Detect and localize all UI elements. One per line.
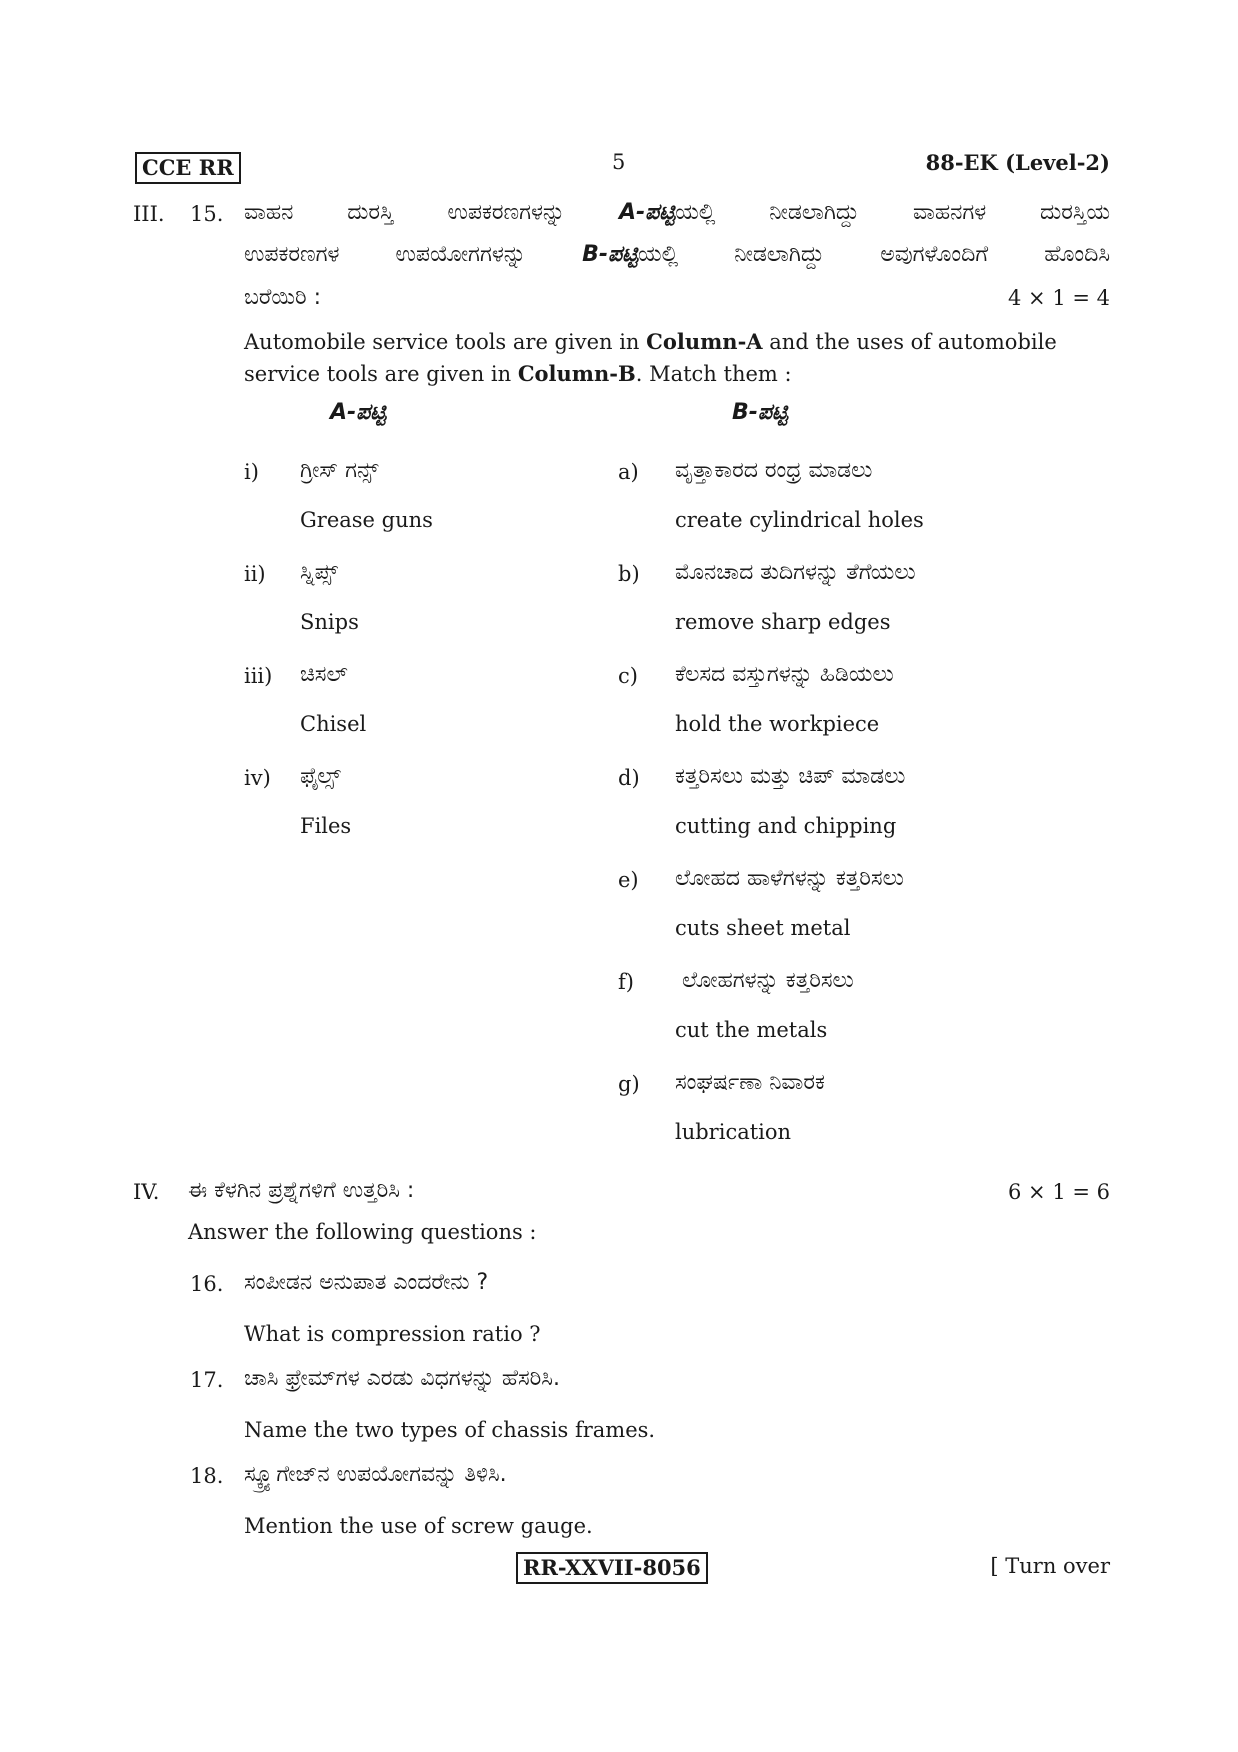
column-b-item-kn: ಕತ್ತರಿಸಲು ಮತ್ತು ಚಿಪ್ ಮಾಡಲು — [675, 764, 906, 789]
column-b-item-label: f) — [618, 970, 634, 994]
question-kn: ಚಾಸಿ ಫ್ರೇಮ್‌ಗಳ ಎರಡು ವಿಧಗಳನ್ನು ಹೆಸರಿಸಿ. — [244, 1366, 560, 1391]
column-a-heading: A-ಪಟ್ಟಿ — [330, 400, 387, 425]
question-15-kn-line3: ಬರೆಯಿರಿ : — [244, 285, 322, 310]
footer-code-box: RR-XXVII-8056 — [516, 1552, 708, 1584]
column-a-item-kn: ಫೈಲ್ಸ್ — [300, 764, 341, 789]
question-number: 18. — [190, 1464, 224, 1488]
question-15-number: 15. — [190, 202, 224, 226]
column-a-item-label: i) — [244, 460, 259, 484]
column-b-heading: B-ಪಟ್ಟಿ — [732, 400, 788, 425]
column-a-item-kn: ಗ್ರೀಸ್ ಗನ್ಸ್ — [300, 458, 379, 483]
question-en: Mention the use of screw gauge. — [244, 1514, 593, 1538]
column-a-item-en: Chisel — [300, 712, 367, 736]
header-code-box: CCE RR — [135, 152, 241, 184]
question-en: Name the two types of chassis frames. — [244, 1418, 656, 1442]
column-b-item-label: b) — [618, 562, 640, 586]
column-b-item-label: d) — [618, 766, 640, 790]
question-15-marks: 4 × 1 = 4 — [1008, 286, 1110, 310]
column-b-item-label: a) — [618, 460, 639, 484]
column-b-item-label: c) — [618, 664, 638, 688]
column-a-item-kn: ಸ್ನಿಪ್ಸ್ — [300, 560, 338, 585]
turn-over-label: [ Turn over — [990, 1554, 1110, 1578]
paper-code: 88-EK (Level-2) — [925, 150, 1110, 175]
question-kn: ಸ್ಕ್ರ್ಯೂಗೇಜ್‌ನ ಉಪಯೋಗವನ್ನು ತಿಳಿಸಿ. — [244, 1462, 507, 1487]
question-kn: ಸಂಪೀಡನ ಅನುಪಾತ ಎಂದರೇನು ? — [244, 1270, 489, 1295]
section-3-label: III. — [133, 202, 165, 226]
column-a-item-label: iii) — [244, 664, 273, 688]
question-15-kn-line1: ವಾಹನ ದುರಸ್ತಿ ಉಪಕರಣಗಳನ್ನು A-ಪಟ್ಟಿಯಲ್ಲಿ ನೀಡಲಾಗಿದ್ದು ವಾಹನಗಳ ದುರಸ್ತಿಯ — [244, 200, 1111, 225]
column-a-item-en: Snips — [300, 610, 359, 634]
column-b-item-kn: ಸಂಘರ್ಷಣಾ ನಿವಾರಕ — [675, 1070, 825, 1095]
question-number: 17. — [190, 1368, 224, 1392]
column-b-item-en: create cylindrical holes — [675, 508, 924, 532]
column-b-item-kn: ವೃತ್ತಾಕಾರದ ರಂಧ್ರ ಮಾಡಲು — [675, 458, 873, 483]
question-number: 16. — [190, 1272, 224, 1296]
section-4-kn-title: ಈ ಕೆಳಗಿನ ಪ್ರಶ್ನೆಗಳಿಗೆ ಉತ್ತರಿಸಿ : — [188, 1178, 415, 1203]
column-a-item-label: iv) — [244, 766, 271, 790]
section-4-label: IV. — [133, 1180, 160, 1204]
section-4-marks: 6 × 1 = 6 — [1008, 1180, 1110, 1204]
column-b-item-en: cuts sheet metal — [675, 916, 851, 940]
column-b-item-kn: ಕೆಲಸದ ವಸ್ತುಗಳನ್ನು ಹಿಡಿಯಲು — [675, 662, 894, 687]
column-b-item-kn: ಲೋಹಗಳನ್ನು ಕತ್ತರಿಸಲು — [682, 968, 854, 993]
column-a-item-kn: ಚಿಸಲ್ — [300, 662, 348, 687]
column-a-item-label: ii) — [244, 562, 266, 586]
column-b-item-en: cutting and chipping — [675, 814, 897, 838]
section-4-en-title: Answer the following questions : — [188, 1220, 537, 1244]
column-a-item-en: Files — [300, 814, 352, 838]
column-a-item-en: Grease guns — [300, 508, 433, 532]
column-b-item-en: lubrication — [675, 1120, 792, 1144]
page-number: 5 — [612, 150, 626, 174]
column-b-item-label: e) — [618, 868, 639, 892]
column-b-item-label: g) — [618, 1072, 640, 1096]
column-b-item-en: hold the workpiece — [675, 712, 880, 736]
question-15-en-text: Automobile service tools are given in Column-A and the uses of automobile service tools are given in Column-B. Match them : — [244, 329, 1057, 386]
column-b-item-en: remove sharp edges — [675, 610, 891, 634]
column-b-item-kn: ಮೊನಚಾದ ತುದಿಗಳನ್ನು ತೆಗೆಯಲು — [675, 560, 916, 585]
question-15-kn-line2: ಉಪಕರಣಗಳ ಉಪಯೋಗಗಳನ್ನು B-ಪಟ್ಟಿಯಲ್ಲಿ ನೀಡಲಾಗಿದ್ದು ಅವುಗಳೊಂದಿಗೆ ಹೊಂದಿಸಿ — [244, 242, 1110, 267]
question-en: What is compression ratio ? — [244, 1322, 541, 1346]
column-b-item-kn: ಲೋಹದ ಹಾಳೆಗಳನ್ನು ಕತ್ತರಿಸಲು — [675, 866, 904, 891]
column-b-item-en: cut the metals — [675, 1018, 828, 1042]
